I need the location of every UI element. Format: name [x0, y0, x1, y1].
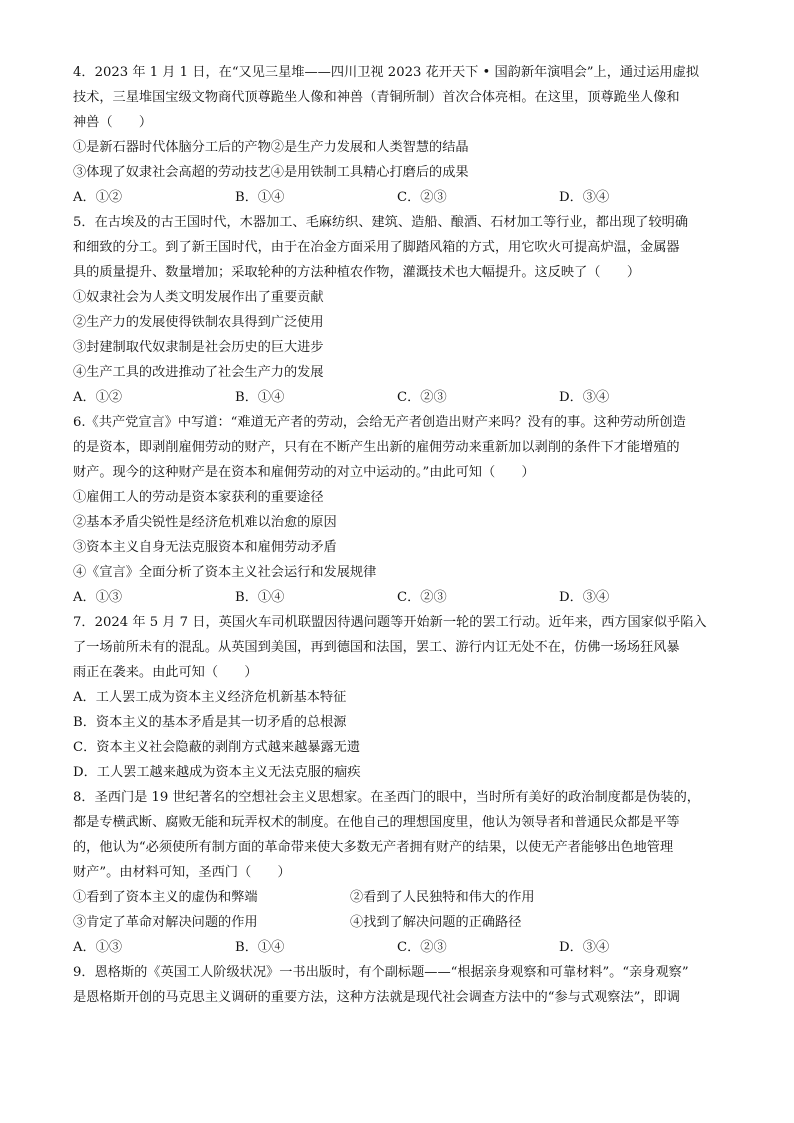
answer-options — [73, 585, 721, 610]
question-text-line: 和细致的分工。到了新王国时代，由于在冶金方面采用了脚踏风箱的方式，用它吹火可提高炉温，金属器 — [73, 240, 680, 255]
question-text-line: 技术，三星堆国宝级文物商代顶尊跪坐人像和神兽（青铜所制）首次合体亮相。在这里，顶尊跪坐人像和 — [73, 90, 680, 105]
question-text-line: 9．恩格斯的《英国工人阶级状况》一书出版时，有个副标题——“根据亲身观察和可靠材料”。“亲身观察” — [73, 965, 689, 980]
statement-line: ②基本矛盾尖锐性是经济危机难以治愈的原因 — [73, 515, 337, 530]
answer-options — [73, 185, 721, 210]
question-9 — [73, 960, 721, 1010]
statement-line: ③资本主义自身无法克服资本和雇佣劳动矛盾 — [73, 540, 337, 555]
question-text-line: 的，他认为“必须使所有制方面的革命带来使大多数无产者拥有财产的结果，以使无产者能够出色地管理 — [73, 840, 674, 855]
option-d: D．工人罢工越来越成为资本主义无法克服的痼疾 — [73, 765, 361, 780]
option-c: C．②③ — [397, 390, 447, 405]
question-text-line: 财产”。由材料可知，圣西门（ ） — [73, 865, 291, 880]
question-text-line: 8．圣西门是 19 世纪著名的空想社会主义思想家。在圣西门的眼中，当时所有美好的政治制度都是伪装的， — [73, 790, 700, 805]
option-a: A．工人罢工成为资本主义经济危机新基本特征 — [73, 690, 347, 705]
question-text-line: 4．2023 年 1 月 1 日，在“又见三星堆——四川卫视 2023 花开天下 • 国韵新年演唱会”上，通过运用虚拟 — [73, 65, 700, 80]
option-b: B．资本主义的基本矛盾是其一切矛盾的总根源 — [73, 715, 347, 730]
statement-row — [73, 910, 721, 935]
option-b: B．①④ — [235, 940, 285, 955]
question-text-line: 的是资本，即剥削雇佣劳动的财产，只有在不断产生出新的雇佣劳动来重新加以剥削的条件下才能增殖的 — [73, 440, 680, 455]
option-b: B．①④ — [235, 190, 285, 205]
statement-line: ②生产力的发展使得铁制农具得到广泛使用 — [73, 315, 324, 330]
option-c: C．②③ — [397, 190, 447, 205]
question-text-line: 都是专横武断、腐败无能和玩弄权术的制度。在他自己的理想国度里，他认为领导者和普通民众都是平等 — [73, 815, 680, 830]
option-a: A．①③ — [73, 940, 123, 955]
option-b: B．①④ — [235, 390, 285, 405]
statement-line: ③体现了奴隶社会高超的劳动技艺④是用铁制工具精心打磨后的成果 — [73, 165, 469, 180]
question-text-line: 是恩格斯开创的马克思主义调研的重要方法，这种方法就是现代社会调查方法中的“参与式观察法”，即调 — [73, 990, 680, 1005]
statement-line: ①奴隶社会为人类文明发展作出了重要贡献 — [73, 290, 324, 305]
exam-page — [73, 60, 721, 1010]
option-d: D．③④ — [559, 940, 610, 955]
statement-4: ④找到了解决问题的正确路径 — [350, 915, 522, 930]
question-text-line: 6.《共产党宣言》中写道：“难道无产者的劳动，会给无产者创造出财产来吗？没有的事。这种劳动所创造 — [73, 415, 686, 430]
question-text-line: 财产。现今的这种财产是在资本和雇佣劳动的对立中运动的。”由此可知（ ） — [73, 465, 535, 480]
question-text-line: 5．在古埃及的古王国时代，木器加工、毛麻纺织、建筑、造船、酿酒、石材加工等行业，都出现了较明确 — [73, 215, 689, 230]
statement-1: ①看到了资本主义的虚伪和弊端 — [73, 890, 258, 905]
question-text-line: 雨正在袭来。由此可知（ ） — [73, 665, 258, 680]
question-8 — [73, 785, 721, 960]
statement-row — [73, 885, 721, 910]
question-7 — [73, 610, 721, 785]
question-4 — [73, 60, 721, 210]
question-text-line: 了一场前所未有的混乱。从英国到美国，再到德国和法国，罢工、游行内讧无处不在，仿佛一场场狂风暴 — [73, 640, 680, 655]
option-d: D．③④ — [559, 590, 610, 605]
answer-options — [73, 385, 721, 410]
option-b: B．①④ — [235, 590, 285, 605]
statement-3: ③肯定了革命对解决问题的作用 — [73, 915, 258, 930]
answer-options — [73, 935, 721, 960]
option-c: C．②③ — [397, 940, 447, 955]
question-5 — [73, 210, 721, 410]
question-text-line: 具的质量提升、数量增加；采取轮种的方法种植农作物，灌溉技术也大幅提升。这反映了（ ） — [73, 265, 641, 280]
statement-line: ③封建制取代奴隶制是社会历史的巨大进步 — [73, 340, 324, 355]
statement-2: ②看到了人民独特和伟大的作用 — [350, 890, 535, 905]
option-a: A．①② — [73, 190, 123, 205]
option-a: A．①③ — [73, 590, 123, 605]
statement-line: ④《宣言》全面分析了资本主义社会运行和发展规律 — [73, 565, 377, 580]
question-text-line: 神兽（ ） — [73, 115, 153, 130]
statement-line: ①是新石器时代体脑分工后的产物②是生产力发展和人类智慧的结晶 — [73, 140, 469, 155]
option-d: D．③④ — [559, 190, 610, 205]
option-c: C．资本主义社会隐蔽的剥削方式越来越暴露无遗 — [73, 740, 361, 755]
statement-line: ④生产工具的改进推动了社会生产力的发展 — [73, 365, 324, 380]
option-d: D．③④ — [559, 390, 610, 405]
option-c: C．②③ — [397, 590, 447, 605]
question-6 — [73, 410, 721, 610]
statement-line: ①雇佣工人的劳动是资本家获利的重要途径 — [73, 490, 324, 505]
question-text-line: 7．2024 年 5 月 7 日，英国火车司机联盟因待遇问题等开始新一轮的罢工行动。近年来，西方国家似乎陷入 — [73, 615, 707, 630]
option-a: A．①② — [73, 390, 123, 405]
